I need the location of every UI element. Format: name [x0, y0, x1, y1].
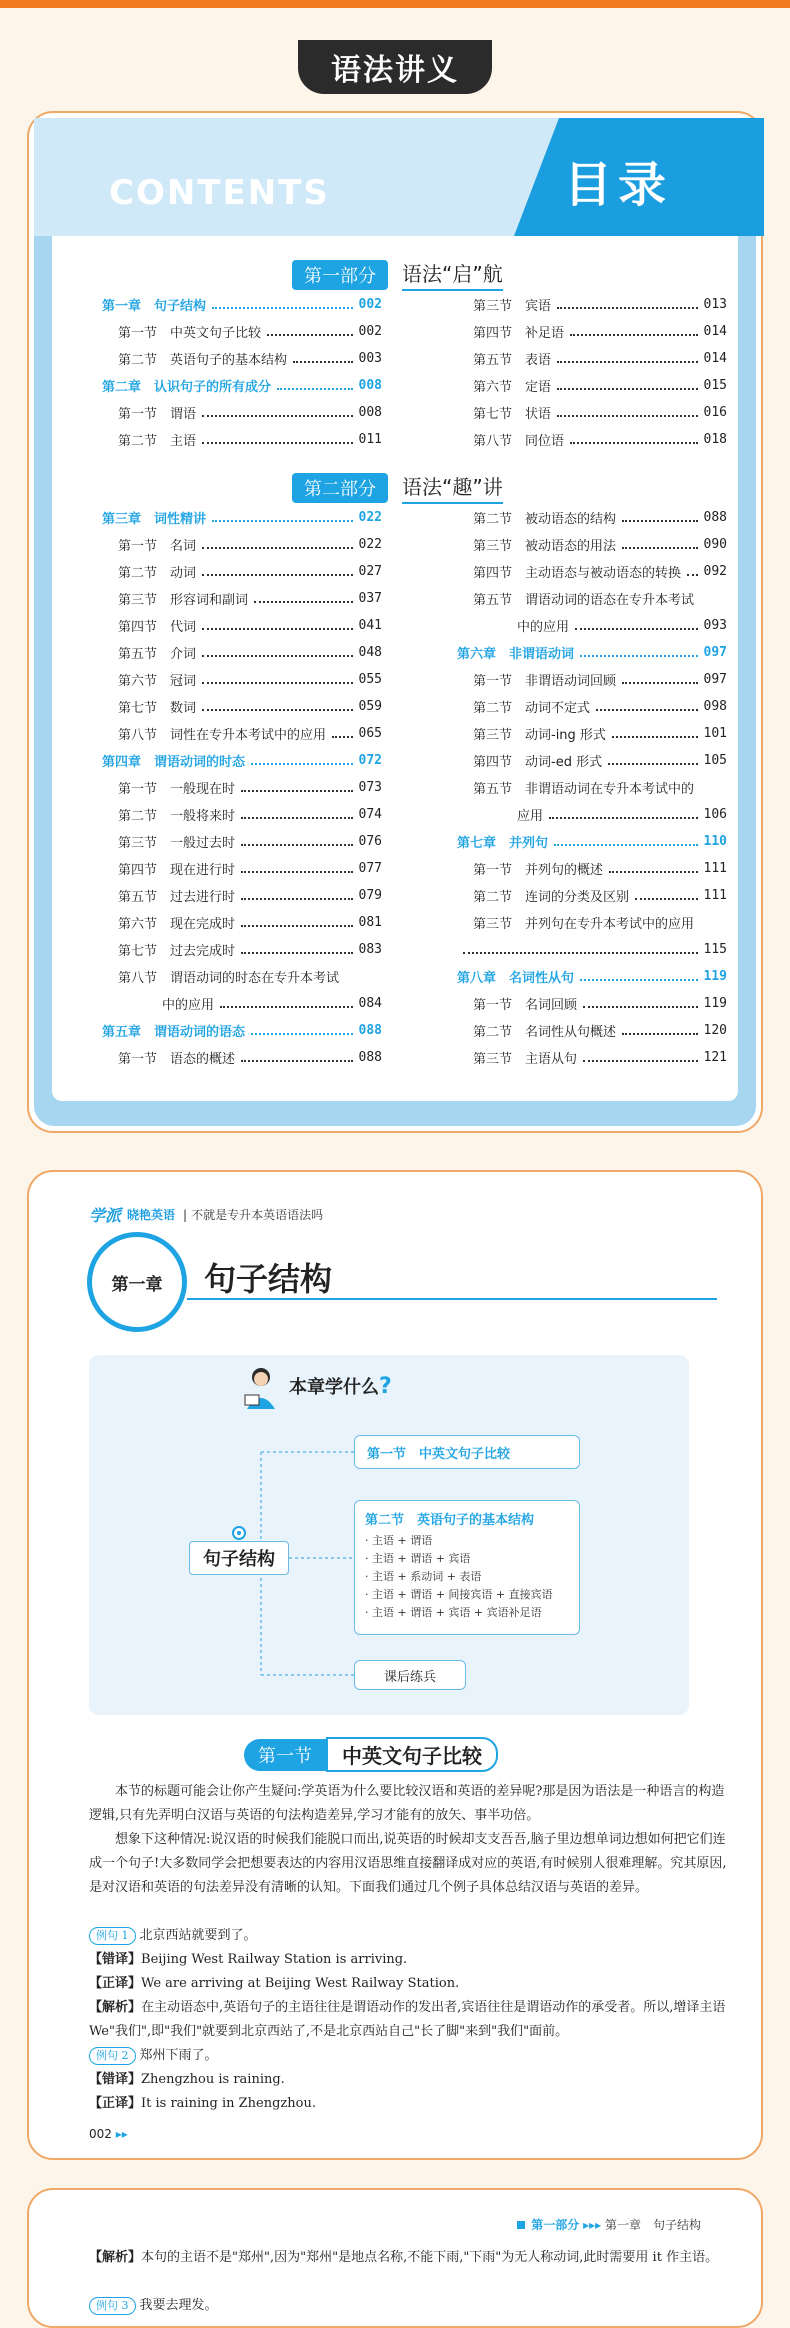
page-number: 002 ▸▸ [89, 2127, 128, 2141]
part2-left-column [102, 504, 382, 1071]
toc-leader [202, 649, 353, 657]
toc-leader [583, 1054, 698, 1062]
toc-section-entry [102, 963, 382, 990]
toc-card [27, 111, 763, 1133]
toc-chapter-entry [102, 372, 382, 399]
toc-page-number: 003 [358, 351, 382, 366]
toc-leader [202, 622, 353, 630]
toc-page-number: 002 [358, 324, 382, 339]
toc-body [52, 236, 738, 1101]
toc-section-entry [102, 318, 382, 345]
toc-entry-label: 第四节 代词 [118, 620, 197, 635]
toc-leader [241, 865, 353, 873]
toc-entry-label: 第一章 句子结构 [102, 299, 207, 314]
toc-entry-label: 第一节 并列句的概述 [473, 863, 604, 878]
contents-label: CONTENTS [109, 173, 330, 213]
mindmap-practice: 课后练兵 [354, 1660, 466, 1690]
toc-section-entry [102, 936, 382, 963]
toc-section-entry [457, 318, 727, 345]
toc-chapter-entry [102, 291, 382, 318]
toc-entry-label: 第八章 名词性从句 [457, 971, 575, 986]
toc-section-entry [457, 612, 727, 639]
toc-section-entry [102, 585, 382, 612]
toc-page-number: 076 [358, 834, 382, 849]
chapter-title: 句子结构 [204, 1260, 333, 1298]
toc-section-entry [457, 801, 727, 828]
toc-entry-label: 第三节 一般过去时 [118, 836, 236, 851]
toc-entry-label: 第五节 表语 [473, 353, 552, 368]
toc-chapter-entry [102, 747, 382, 774]
toc-entry-label: 第三节 并列句在专升本考试中的应用 [473, 917, 695, 932]
toc-page-number: 008 [358, 378, 382, 393]
toc-leader [557, 355, 698, 363]
toc-leader [254, 595, 353, 603]
toc-entry-label: 第五节 谓语动词的语态在专升本考试 [473, 593, 695, 608]
toc-entry-label: 第八节 谓语动词的时态在专升本考试 [118, 971, 340, 986]
toc-section-entry [102, 774, 382, 801]
mindmap-section2-title: 第二节 英语句子的基本结构 [365, 1513, 535, 1528]
toc-entry-label: 第二节 连词的分类及区别 [473, 890, 630, 905]
toc-section-entry [102, 909, 382, 936]
toc-page-number: 014 [703, 324, 727, 339]
toc-section-entry [102, 990, 382, 1017]
mindmap-center: 句子结构 [189, 1541, 289, 1575]
toc-leader [570, 436, 698, 444]
toc-entry-label: 第三节 动词-ing 形式 [473, 728, 606, 743]
toc-chapter-entry [457, 828, 727, 855]
toc-page-number: 120 [703, 1023, 727, 1038]
toc-entry-label: 中的应用 [162, 998, 215, 1013]
toc-leader [557, 382, 698, 390]
toc-entry-label: 第六节 定语 [473, 380, 552, 395]
toc-leader [220, 1000, 353, 1008]
chapter-page-card [27, 1170, 763, 2160]
toc-leader [635, 892, 698, 900]
toc-leader [622, 514, 698, 522]
brand-name: 晓艳英语 [127, 1208, 176, 1222]
toc-entry-label: 第六节 现在完成时 [118, 917, 236, 932]
mindmap-section2 [354, 1500, 580, 1635]
toc-leader [241, 811, 353, 819]
example-2-wrong: 【错译】Zhengzhou is raining. [89, 2072, 285, 2087]
toc-page-number: 011 [358, 432, 382, 447]
toc-page-number: 084 [358, 996, 382, 1011]
toc-entry-label: 中的应用 [517, 620, 570, 635]
toc-page-number: 111 [703, 888, 727, 903]
toc-page-number: 110 [703, 834, 727, 849]
toc-entry-label: 第一节 非谓语动词回顾 [473, 674, 617, 689]
toc-page-number: 088 [703, 510, 727, 525]
example-1-right: 【正译】We are arriving at Beijing West Railway Station. [89, 1976, 460, 1991]
toc-section-entry [102, 612, 382, 639]
toc-page-number: 097 [703, 645, 727, 660]
toc-entry-label: 第一节 语态的概述 [118, 1052, 236, 1067]
toc-entry-label: 第八节 同位语 [473, 434, 565, 449]
toc-page-number: 119 [703, 996, 727, 1011]
toc-section-entry [457, 1017, 727, 1044]
mindmap-section1: 第一节 中英文句子比较 [354, 1435, 580, 1469]
toc-leader [608, 757, 697, 765]
next-note: 【解析】本句的主语不是"郑州",因为"郑州"是地点名称,不能下雨,"下雨"为无人称动词,此时需要用 it 作主语。 [89, 2250, 719, 2265]
toc-page-number: 073 [358, 780, 382, 795]
toc-entry-label: 第一节 名词回顾 [473, 998, 578, 1013]
mindmap-item: · 主语 + 谓语 + 间接宾语 + 直接宾语 [365, 1588, 553, 1601]
toc-entry-label: 第三章 词性精讲 [102, 512, 207, 527]
part2-title [292, 471, 503, 504]
toc-page-number: 098 [703, 699, 727, 714]
toc-chapter-entry [102, 1017, 382, 1044]
toc-page-number: 105 [703, 753, 727, 768]
section-heading [244, 1737, 498, 1772]
toc-leader [251, 757, 353, 765]
toc-section-entry [102, 801, 382, 828]
toc-section-entry [457, 774, 727, 801]
toc-chapter-entry [457, 639, 727, 666]
toc-section-entry [102, 639, 382, 666]
toc-page-number: 111 [703, 861, 727, 876]
toc-entry-label: 第二章 认识句子的所有成分 [102, 380, 272, 395]
toc-entry-label: 第五节 过去进行时 [118, 890, 236, 905]
toc-section-entry [102, 666, 382, 693]
part1-title [292, 258, 503, 291]
toc-section-entry [457, 882, 727, 909]
toc-leader [570, 328, 698, 336]
toc-page-number: 090 [703, 537, 727, 552]
toc-section-entry [102, 882, 382, 909]
toc-entry-label: 第二节 名词性从句概述 [473, 1025, 617, 1040]
toc-section-entry [457, 585, 727, 612]
toc-section-entry [102, 558, 382, 585]
toc-entry-label: 第七节 状语 [473, 407, 552, 422]
example-2: 例句 2 郑州下雨了。 [89, 2044, 729, 2068]
toc-page-number: 083 [358, 942, 382, 957]
toc-entry-label: 第四节 主动语态与被动语态的转换 [473, 566, 682, 581]
top-accent-bar [0, 0, 790, 8]
toc-entry-label: 第三节 被动语态的用法 [473, 539, 617, 554]
toc-entry-label: 第三节 主语从句 [473, 1052, 578, 1067]
example-1-note: 【解析】在主动语态中,英语句子的主语往往是谓语动作的发出者,宾语往往是谓语动作的承受者。所以,增译主语 We"我们",即"我们"就要到北京西站了,不是北京西站自己"长了脚"来到"我们"面前。 [89, 2000, 726, 2039]
toc-leader [622, 676, 698, 684]
toc-leader [596, 703, 698, 711]
toc-section-entry [457, 693, 727, 720]
section-badge: 第一节 [244, 1739, 326, 1771]
learn-title: 本章学什么? [289, 1374, 392, 1399]
part2-name: 语法“趣”讲 [402, 471, 503, 504]
toc-leader [241, 1054, 353, 1062]
part2-right-column [457, 504, 727, 1071]
toc-page-number: 065 [358, 726, 382, 741]
mindmap-item: · 主语 + 系动词 + 表语 [365, 1570, 482, 1583]
toc-page-number: 092 [703, 564, 727, 579]
toc-leader [202, 568, 353, 576]
toc-leader [557, 409, 698, 417]
toc-page-number: 088 [358, 1023, 382, 1038]
toc-leader [212, 301, 353, 309]
toc-leader [583, 1000, 698, 1008]
toc-entry-label: 第六章 非谓语动词 [457, 647, 575, 662]
toc-entry-label: 第三节 形容词和副词 [118, 593, 249, 608]
toc-leader [575, 622, 698, 630]
toc-leader [622, 1027, 698, 1035]
toc-leader [241, 946, 353, 954]
toc-page-number: 088 [358, 1050, 382, 1065]
chapter-badge: 第一章 [87, 1232, 187, 1332]
toc-entry-label: 第五节 非谓语动词在专升本考试中的 [473, 782, 695, 797]
toc-entry-label: 第七节 数词 [118, 701, 197, 716]
toc-entry-label: 第一节 名词 [118, 539, 197, 554]
toc-leader [612, 730, 698, 738]
toc-page-number: 008 [358, 405, 382, 420]
toc-page-number: 115 [703, 942, 727, 957]
example-1: 例句 1 北京西站就要到了。 [89, 1924, 729, 1948]
toc-page-number: 077 [358, 861, 382, 876]
toc-page-number: 022 [358, 510, 382, 525]
toc-page-number: 079 [358, 888, 382, 903]
toc-entry-label: 第二节 动词不定式 [473, 701, 591, 716]
toc-section-entry [457, 936, 727, 963]
toc-section-entry [457, 345, 727, 372]
brand-slogan: 不就是专升本英语语法吗 [191, 1208, 324, 1222]
part1-badge: 第一部分 [292, 260, 388, 290]
toc-entry-label: 第八节 词性在专升本考试中的应用 [118, 728, 327, 743]
toc-page-number: 093 [703, 618, 727, 633]
example-tag: 例句 2 [89, 2047, 136, 2065]
toc-page-number: 097 [703, 672, 727, 687]
part1-left-column [102, 291, 382, 453]
example-2-right: 【正译】It is raining in Zhengzhou. [89, 2096, 316, 2111]
toc-leader [241, 838, 353, 846]
toc-leader [554, 838, 698, 846]
paragraph-2: 想象下这种情况:说汉语的时候我们能脱口而出,说英语的时候却支支吾吾,脑子里边想单词边想如何把它们连成一个句子!大多数同学会把想要表达的内容用汉语思维直接翻译成对应的英语,有时候别人很难理解。究其原因,是对汉语和英语的句法差异没有清晰的认知。下面我们通过几个例子具体总结汉语与英语的差异。 [89, 1832, 727, 1895]
toc-entry-label: 第四节 动词-ed 形式 [473, 755, 603, 770]
toc-leader [202, 703, 353, 711]
brand-bar: 学派 晓艳英语 | 不就是专升本英语语法吗 [89, 1203, 323, 1226]
toc-entry-label: 第七节 过去完成时 [118, 944, 236, 959]
next-page-card [27, 2188, 763, 2328]
toc-entry-label: 第二节 一般将来时 [118, 809, 236, 824]
toc-entry-label: 第五章 谓语动词的语态 [102, 1025, 246, 1040]
toc-section-entry [102, 855, 382, 882]
toc-section-entry [457, 531, 727, 558]
toc-section-entry [457, 558, 727, 585]
toc-entry-label: 第二节 主语 [118, 434, 197, 449]
toc-leader [202, 436, 353, 444]
toc-page-number: 041 [358, 618, 382, 633]
toc-section-entry [457, 747, 727, 774]
toc-entry-label: 第一节 谓语 [118, 407, 197, 422]
toc-section-entry [457, 720, 727, 747]
toc-leader [277, 382, 353, 390]
mindmap-item: · 主语 + 谓语 + 宾语 + 宾语补足语 [365, 1606, 542, 1619]
toc-entry-label: 第五节 介词 [118, 647, 197, 662]
toc-page-number: 027 [358, 564, 382, 579]
toc-section-entry [457, 372, 727, 399]
mindmap-item: · 主语 + 谓语 + 宾语 [365, 1552, 471, 1565]
toc-leader [580, 649, 698, 657]
toc-section-entry [102, 531, 382, 558]
toc-entry-label: 第二节 英语句子的基本结构 [118, 353, 288, 368]
toc-panel [34, 118, 756, 1126]
toc-page-number: 121 [703, 1050, 727, 1065]
toc-leader [293, 355, 353, 363]
toc-section-entry [102, 720, 382, 747]
toc-section-entry [102, 1044, 382, 1071]
running-header: 第一部分 ▸▸▸ 第一章 句子结构 [517, 2216, 701, 2233]
toc-leader [202, 409, 353, 417]
toc-entry-label: 第三节 宾语 [473, 299, 552, 314]
toc-leader [549, 811, 698, 819]
toc-entry-label: 第六节 冠词 [118, 674, 197, 689]
toc-page-number: 018 [703, 432, 727, 447]
toc-entry-label: 第四节 现在进行时 [118, 863, 236, 878]
toc-section-entry [102, 828, 382, 855]
paragraph-1: 本节的标题可能会让你产生疑问:学英语为什么要比较汉语和英语的差异呢?那是因为语法是一种语言的构造逻辑,只有先弄明白汉语与英语的句法构造差异,学习才能有的放矢、事半功倍。 [89, 1784, 725, 1823]
toc-leader [687, 568, 698, 576]
toc-page-number: 055 [358, 672, 382, 687]
toc-entry-label: 第七章 并列句 [457, 836, 549, 851]
toc-page-number: 022 [358, 537, 382, 552]
toc-leader [267, 328, 353, 336]
chapter-underline [187, 1298, 717, 1300]
toc-page-number: 015 [703, 378, 727, 393]
example-1-wrong: 【错译】Beijing West Railway Station is arriving. [89, 1952, 408, 1967]
toc-leader [251, 1027, 353, 1035]
toc-leader [580, 973, 698, 981]
toc-page-number: 101 [703, 726, 727, 741]
toc-leader [241, 919, 353, 927]
brand-logo: 学派 [89, 1206, 122, 1225]
toc-chapter-entry [457, 963, 727, 990]
toc-section-entry [457, 666, 727, 693]
toc-section-entry [457, 504, 727, 531]
section-name: 中英文句子比较 [326, 1737, 498, 1772]
learn-overview-box [89, 1355, 689, 1715]
toc-page-number: 072 [358, 753, 382, 768]
example-3: 例句 3 我要去理发。 [89, 2294, 729, 2318]
toc-chapter-entry [102, 504, 382, 531]
toc-leader [332, 730, 353, 738]
toc-section-entry [102, 345, 382, 372]
toc-leader [241, 784, 353, 792]
toc-section-entry [457, 426, 727, 453]
toc-section-entry [457, 855, 727, 882]
toc-entry-label: 第二节 被动语态的结构 [473, 512, 617, 527]
toc-section-entry [102, 399, 382, 426]
toc-section-entry [457, 291, 727, 318]
toc-leader [557, 301, 698, 309]
mulu-label: 目录 [564, 157, 673, 213]
toc-entry-label: 第一节 一般现在时 [118, 782, 236, 797]
toc-section-entry [457, 990, 727, 1017]
toc-page-number: 048 [358, 645, 382, 660]
toc-leader [622, 541, 698, 549]
toc-section-entry [102, 693, 382, 720]
page-title: 语法讲义 [298, 40, 492, 94]
toc-section-entry [457, 1044, 727, 1071]
toc-page-number: 016 [703, 405, 727, 420]
toc-page-number: 074 [358, 807, 382, 822]
toc-page-number: 106 [703, 807, 727, 822]
toc-section-entry [457, 399, 727, 426]
toc-leader [202, 676, 353, 684]
toc-page-number: 081 [358, 915, 382, 930]
toc-page-number: 002 [358, 297, 382, 312]
toc-entry-label: 第一节 中英文句子比较 [118, 326, 262, 341]
toc-entry-label: 第四节 补足语 [473, 326, 565, 341]
example-tag: 例句 1 [89, 1927, 136, 1945]
toc-entry-label: 第二节 动词 [118, 566, 197, 581]
toc-entry-label: 第四章 谓语动词的时态 [102, 755, 246, 770]
toc-header [34, 118, 756, 236]
toc-leader [202, 541, 353, 549]
part1-name: 语法“启”航 [402, 258, 503, 291]
part1-right-column [457, 291, 727, 453]
toc-leader [212, 514, 353, 522]
toc-section-entry [102, 426, 382, 453]
toc-page-number: 119 [703, 969, 727, 984]
toc-page-number: 014 [703, 351, 727, 366]
toc-leader [241, 892, 353, 900]
toc-section-entry [457, 909, 727, 936]
toc-leader [463, 946, 698, 954]
mindmap-item: · 主语 + 谓语 [365, 1534, 433, 1547]
toc-page-number: 037 [358, 591, 382, 606]
toc-entry-label: 应用 [517, 809, 544, 824]
toc-leader [609, 865, 698, 873]
toc-page-number: 059 [358, 699, 382, 714]
part2-badge: 第二部分 [292, 473, 388, 503]
toc-page-number: 013 [703, 297, 727, 312]
